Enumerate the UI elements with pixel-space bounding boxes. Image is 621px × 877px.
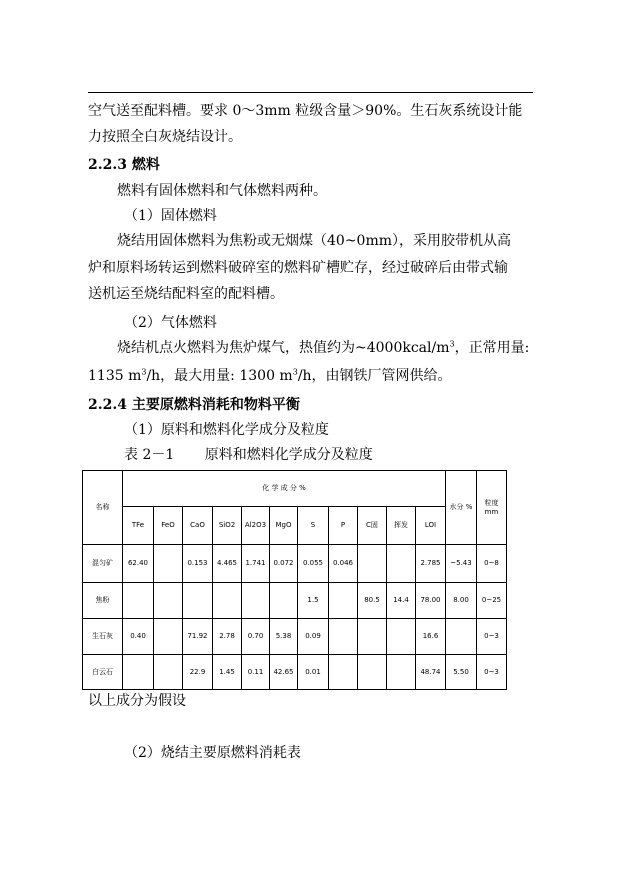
column-header: LOI	[416, 507, 446, 545]
table-cell	[387, 655, 416, 690]
subheading-solid-fuel: （1）固体燃料	[124, 208, 217, 224]
table-cell	[358, 545, 387, 583]
table-cell	[329, 619, 358, 655]
table-cell	[242, 583, 270, 619]
table-cell: 16.6	[416, 619, 446, 655]
table-cell: 0.01	[298, 655, 329, 690]
table-cell	[358, 655, 387, 690]
size-cell: 0~3	[477, 655, 507, 690]
column-header: 挥发	[387, 507, 416, 545]
table-cell	[270, 583, 298, 619]
paragraph-line: 力按照全白灰烧结设计。	[88, 129, 242, 145]
moisture-cell: 5.50	[446, 655, 477, 690]
header-moisture: 水分 %	[446, 471, 477, 545]
table-cell	[387, 619, 416, 655]
moisture-cell	[446, 619, 477, 655]
paragraph-line: 送机运至烧结配料室的配料槽。	[88, 286, 284, 302]
paragraph-line: 燃料有固体燃料和气体燃料两种。	[117, 183, 327, 199]
table-cell: 48.74	[416, 655, 446, 690]
table-cell: 14.4	[387, 583, 416, 619]
table-cell	[123, 583, 154, 619]
paragraph-line: 炉和原料场转运到燃料破碎室的燃料矿槽贮存，经过破碎后由带式输	[88, 260, 508, 276]
table-cell	[329, 655, 358, 690]
row-name: 混匀矿	[83, 545, 123, 583]
table-cell	[154, 583, 183, 619]
table-cell: 4.465	[213, 545, 242, 583]
table-cell: 0.046	[329, 545, 358, 583]
table-row	[83, 545, 507, 583]
table-cell	[213, 583, 242, 619]
section-heading-2-2-4: 2.2.4 主要原燃料消耗和物料平衡	[88, 397, 300, 413]
moisture-cell: 8.00	[446, 583, 477, 619]
superscript: 3	[292, 367, 298, 377]
table-cell	[329, 583, 358, 619]
header-name: 名称	[83, 471, 123, 545]
text-run: 1135 m	[88, 368, 142, 384]
table-caption	[124, 445, 373, 465]
subheading-consumption-table: （2）烧结主要原燃料消耗表	[124, 745, 301, 761]
header-rule	[88, 92, 533, 93]
paragraph-line: 空气送至配料槽。要求 0～3mm 粒级含量＞90%。生石灰系统设计能	[88, 103, 523, 119]
table-cell	[387, 545, 416, 583]
table-cell: 2.78	[213, 619, 242, 655]
text-run: /h，最大用量: 1300 m	[146, 368, 293, 384]
table-cell	[123, 655, 154, 690]
text-run: /h，由钢铁厂管网供给。	[297, 368, 452, 384]
column-header: TFe	[123, 507, 154, 545]
table-note: 以上成分为假设	[88, 693, 186, 709]
text-run: 烧结机点火燃料为焦炉煤气，热值约为~4000kcal/m	[117, 340, 450, 356]
subheading-chem-composition: （1）原料和燃料化学成分及粒度	[124, 422, 329, 438]
header-size: 粒度 mm	[477, 471, 507, 545]
table-cell: 0.153	[183, 545, 213, 583]
header-chem-group: 化 学 成 分 %	[123, 471, 446, 507]
column-header: P	[329, 507, 358, 545]
table-cell	[154, 655, 183, 690]
column-header: Al2O3	[242, 507, 270, 545]
table-caption-title: 原料和燃料化学成分及粒度	[204, 447, 373, 463]
table-cell: 42.65	[270, 655, 298, 690]
table-cell: 0.70	[242, 619, 270, 655]
section-heading-2-2-3: 2.2.3 燃料	[88, 157, 160, 173]
table-cell: 1.741	[242, 545, 270, 583]
row-name: 焦粉	[83, 583, 123, 619]
table-cell: 0.072	[270, 545, 298, 583]
table-cell: 80.5	[358, 583, 387, 619]
paragraph-line	[117, 338, 529, 358]
size-cell: 0~8	[477, 545, 507, 583]
size-cell: 0~3	[477, 619, 507, 655]
column-header: CaO	[183, 507, 213, 545]
superscript: 3	[449, 339, 455, 349]
column-header: S	[298, 507, 329, 545]
table-cell: 78.00	[416, 583, 446, 619]
row-name: 生石灰	[83, 619, 123, 655]
table-cell	[154, 619, 183, 655]
subheading-gas-fuel: （2）气体燃料	[124, 315, 217, 331]
table-cell: 71.92	[183, 619, 213, 655]
table-cell: 0.09	[298, 619, 329, 655]
table-cell	[154, 545, 183, 583]
text-run: ，正常用量:	[454, 340, 530, 356]
table-cell: 1.5	[298, 583, 329, 619]
superscript: 3	[141, 367, 147, 377]
table-cell: 22.9	[183, 655, 213, 690]
column-header: MgO	[270, 507, 298, 545]
table-cell: 2.785	[416, 545, 446, 583]
table-cell	[358, 619, 387, 655]
table-caption-number: 表 2－1	[124, 447, 175, 463]
table-row	[83, 655, 507, 690]
column-header: SiO2	[213, 507, 242, 545]
moisture-cell: ~5.43	[446, 545, 477, 583]
column-header: FeO	[154, 507, 183, 545]
size-cell: 0~25	[477, 583, 507, 619]
table-cell: 0.11	[242, 655, 270, 690]
table-cell: 0.055	[298, 545, 329, 583]
table-cell: 62.40	[123, 545, 154, 583]
table-cell: 1.45	[213, 655, 242, 690]
table-cell: 0.40	[123, 619, 154, 655]
chem-composition-table	[82, 470, 507, 690]
paragraph-line	[88, 366, 452, 386]
row-name: 白云石	[83, 655, 123, 690]
table-row	[83, 583, 507, 619]
column-header: C固	[358, 507, 387, 545]
table-cell	[183, 583, 213, 619]
paragraph-line: 烧结用固体燃料为焦粉或无烟煤（40~0mm），采用胶带机从高	[117, 233, 512, 249]
table-row	[83, 619, 507, 655]
table-cell: 5.38	[270, 619, 298, 655]
